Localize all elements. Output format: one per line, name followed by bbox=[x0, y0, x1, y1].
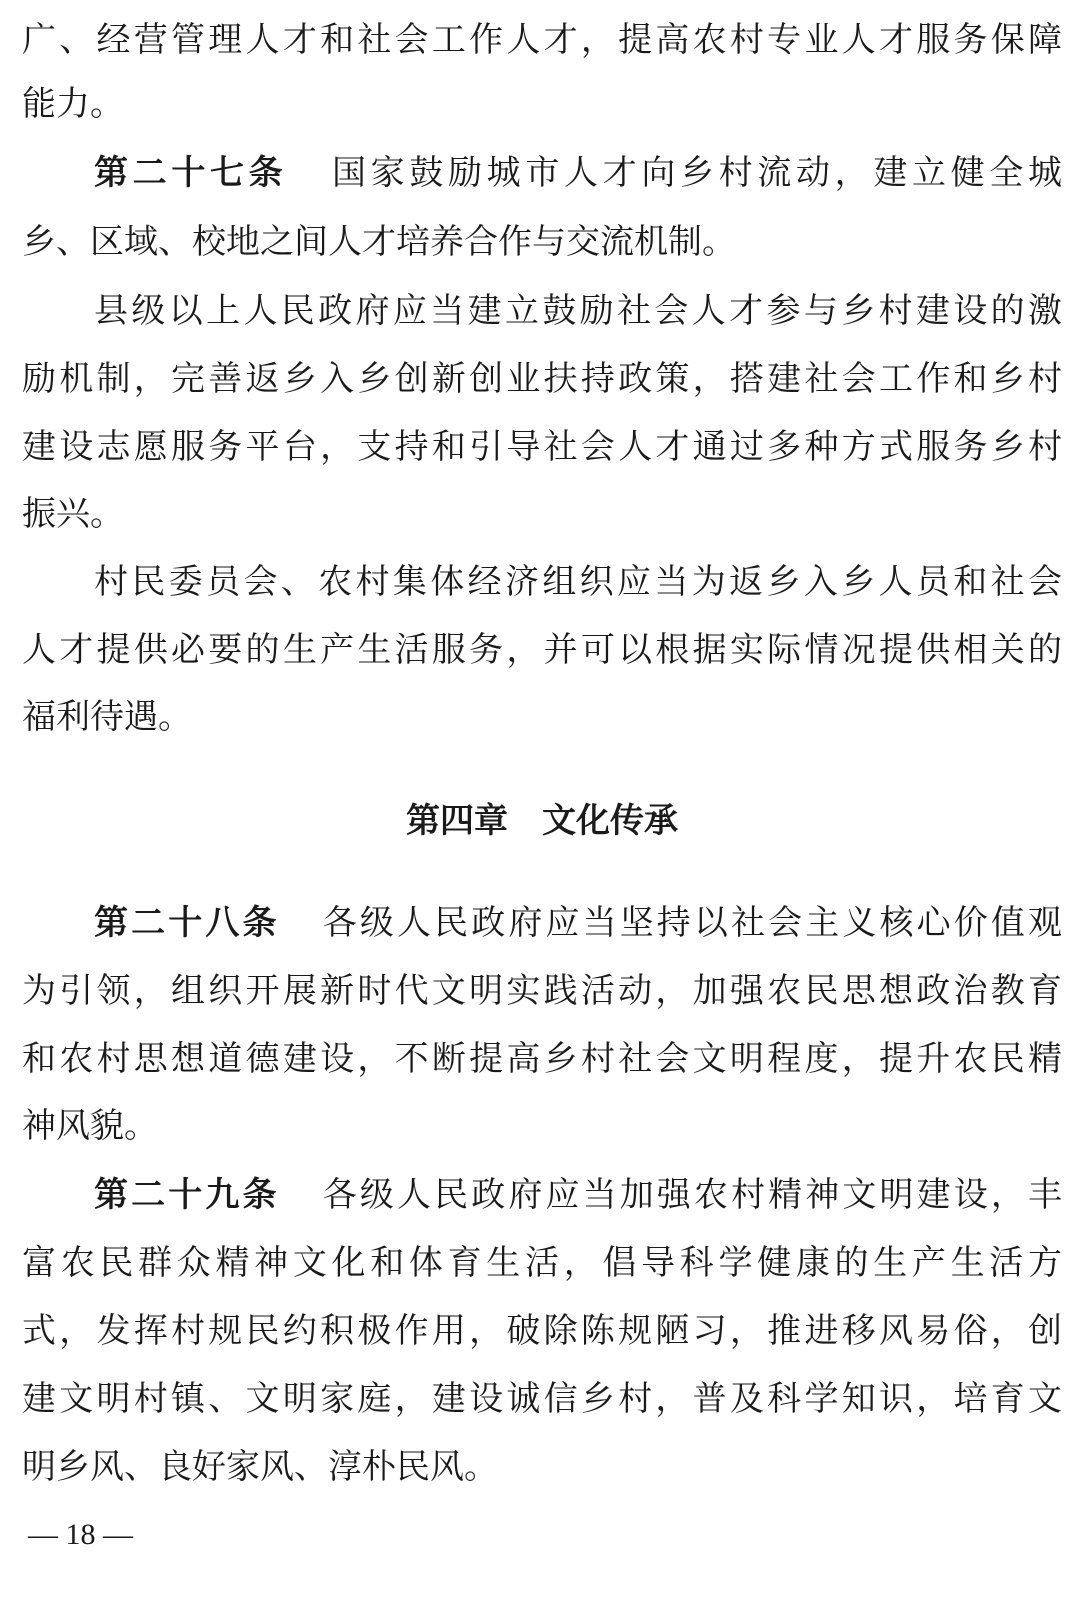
article-29-line: 式，发挥村规民约积极作用，破除陈规陋习，推进移风易俗，创 bbox=[22, 1311, 1062, 1351]
article-29-line: 建文明村镇、文明家庭，建设诚信乡村，普及科学知识，培育文 bbox=[22, 1379, 1062, 1419]
paragraph-line: 建设志愿服务平台，支持和引导社会人才通过多种方式服务乡村 bbox=[22, 427, 1062, 467]
article-28-text: 各级人民政府应当坚持以社会主义核心价值观 bbox=[319, 903, 1063, 943]
article-29-heading: 第二十九条 bbox=[94, 1175, 280, 1215]
article-29-text: 各级人民政府应当加强农村精神文明建设，丰 bbox=[319, 1175, 1063, 1215]
article-28-line: 和农村思想道德建设，不断提高乡村社会文明程度，提升农民精 bbox=[22, 1039, 1062, 1079]
article-28-line: 为引领，组织开展新时代文明实践活动，加强农民思想政治教育 bbox=[22, 971, 1062, 1011]
paragraph-line: 能力。 bbox=[22, 84, 124, 124]
article-28-heading: 第二十八条 bbox=[94, 903, 280, 943]
article-27-line bbox=[94, 151, 1062, 195]
article-29-line: 明乡风、良好家风、淳朴民风。 bbox=[22, 1447, 498, 1487]
article-28-line: 神风貌。 bbox=[22, 1106, 158, 1146]
paragraph-line: 人才提供必要的生产生活服务，并可以根据实际情况提供相关的 bbox=[22, 630, 1062, 670]
paragraph-line: 广、经营管理人才和社会工作人才，提高农村专业人才服务保障 bbox=[22, 20, 1062, 60]
article-28-line bbox=[94, 901, 1062, 945]
article-29-line bbox=[94, 1173, 1062, 1217]
chapter-title: 第四章 文化传承 bbox=[406, 801, 678, 841]
paragraph-line: 励机制，完善返乡入乡创新创业扶持政策，搭建社会工作和乡村 bbox=[22, 359, 1062, 399]
article-27-line: 乡、区域、校地之间人才培养合作与交流机制。 bbox=[22, 222, 736, 262]
paragraph-line: 村民委员会、农村集体经济组织应当为返乡入乡人员和社会 bbox=[94, 562, 1062, 602]
paragraph-line: 福利待遇。 bbox=[22, 697, 192, 737]
paragraph-line: 振兴。 bbox=[22, 494, 124, 534]
paragraph-line: 县级以上人民政府应当建立鼓励社会人才参与乡村建设的激 bbox=[94, 291, 1062, 331]
page-number: — 18 — bbox=[28, 1518, 133, 1551]
article-27-text: 国家鼓励城市人才向乡村流动，建立健全城 bbox=[327, 153, 1063, 193]
article-27-heading: 第二十七条 bbox=[94, 153, 288, 193]
article-29-line: 富农民群众精神文化和体育生活，倡导科学健康的生产生活方 bbox=[22, 1243, 1062, 1283]
